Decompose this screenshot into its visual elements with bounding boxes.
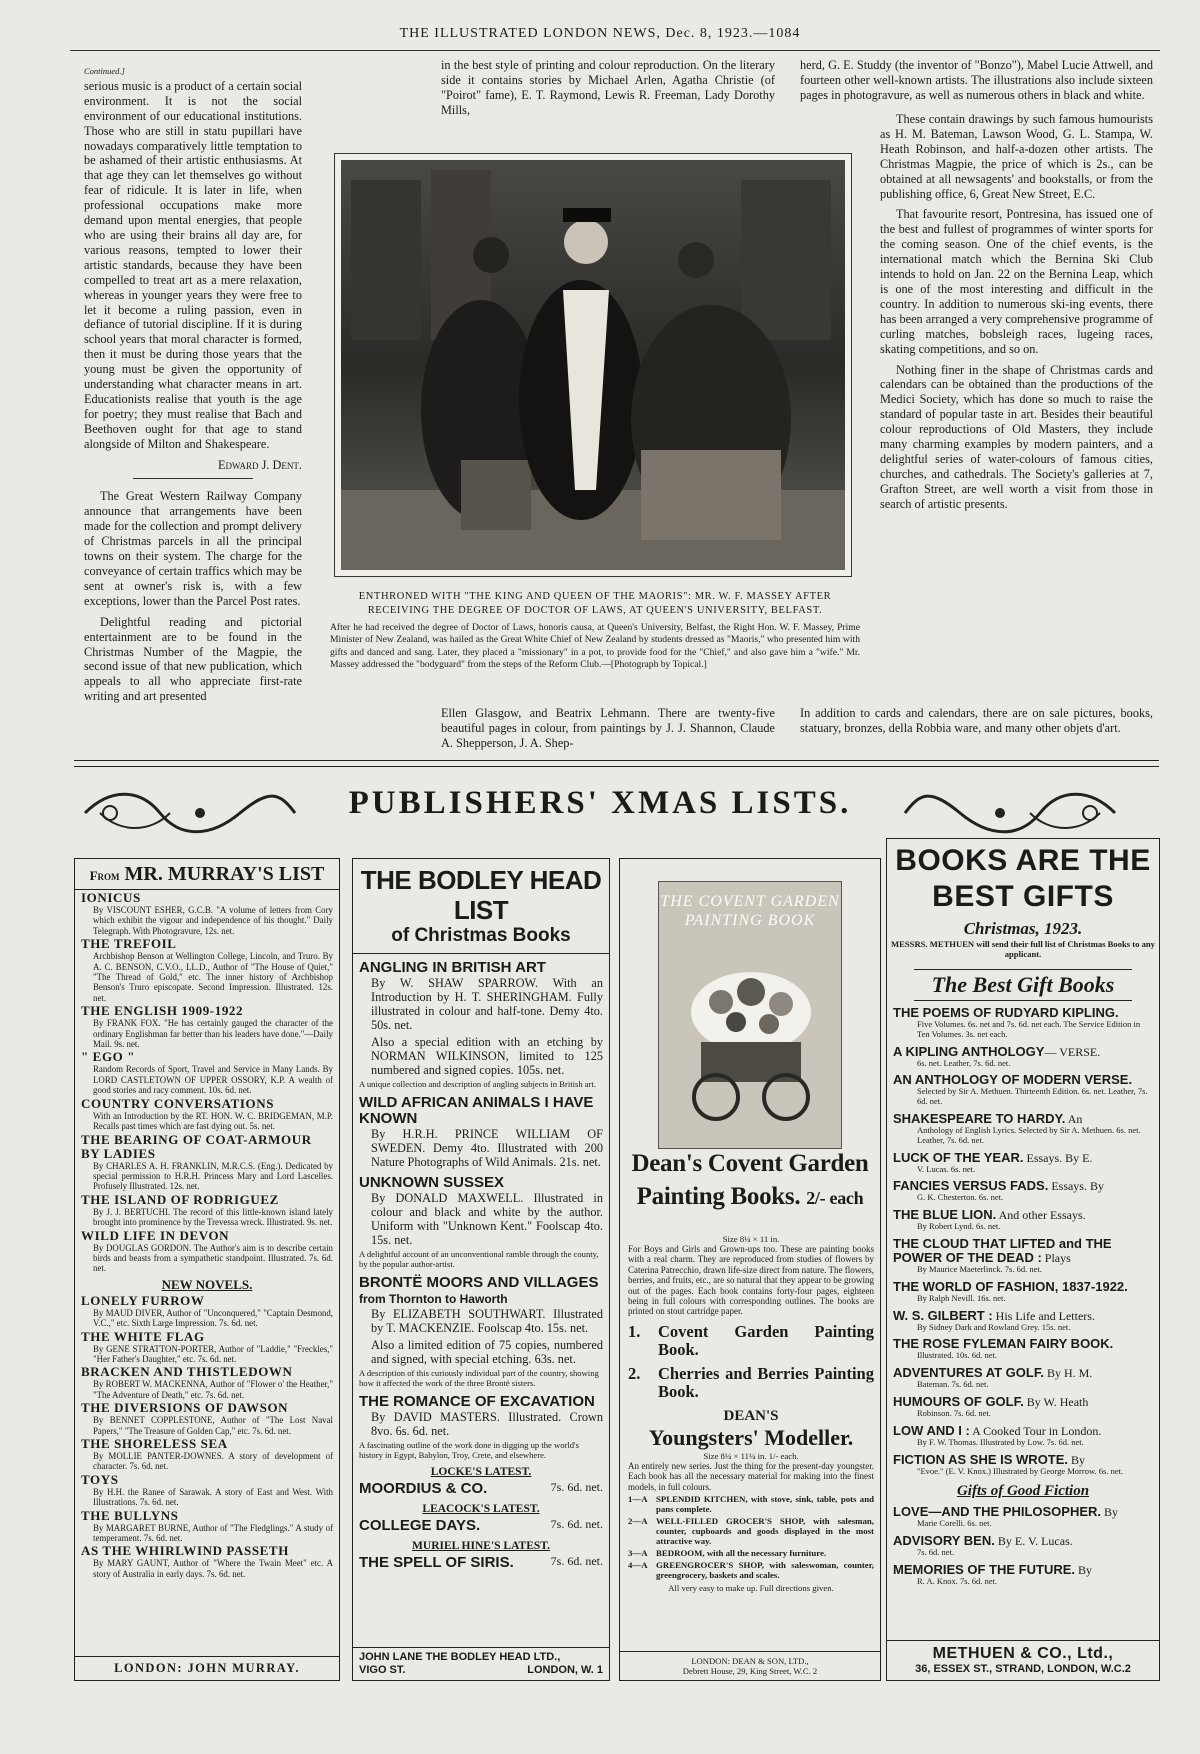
book-description: By Maurice Maeterlinck. 7s. 6d. net.	[917, 1263, 1042, 1274]
book-title	[893, 1151, 1153, 1165]
book-title-main: LOW AND I :	[893, 1422, 970, 1438]
murray-entry	[75, 1050, 339, 1095]
book-title-rest: Essays. By	[1048, 1179, 1104, 1194]
section-rule	[74, 760, 1159, 761]
book-title-rest: Essays. By E.	[1023, 1150, 1093, 1165]
book-special-edition: Also a limited edition of 75 copies, numbered and signed, with special etching. 63s. net.	[371, 1338, 603, 1366]
murray-novel-list	[75, 1294, 339, 1580]
divider	[133, 478, 253, 479]
book-title: UNKNOWN SUSSEX	[359, 1174, 505, 1191]
novel-entry	[75, 1437, 339, 1472]
methuen-entry	[887, 1112, 1159, 1146]
title-main: MR. MURRAY'S LIST	[124, 863, 325, 885]
book-description: By Sidney Dark and Rowland Grey. 15s. net.	[917, 1321, 1071, 1332]
painting-book-item	[628, 1365, 874, 1401]
bodley-subtitle: of Christmas Books	[353, 925, 609, 954]
book-title-rest: By	[1075, 1562, 1093, 1577]
book-description: By GENE STRATTON-PORTER, Author of "Laddie," "Freckles," "Her Father's Daughter," etc. 7s. 6d. net.	[93, 1343, 333, 1364]
bodley-entry	[353, 1095, 609, 1169]
book-description: Illustrated. 10s. 6d. net.	[917, 1350, 998, 1361]
header-rule	[70, 50, 1160, 51]
item-number: 4—A	[628, 1560, 648, 1571]
article-paragraph: serious music is a product of a certain social environment. It is not the social environment of our educational institutions. Those who are still in statu pupillari have nowadays comparatively little temptation to be ashamed of their artistic enthusiasms. At that age they can let themselves go without fear of ridicule. It is later in life, when professional occupations make more demand upon mental energies, that people who are using their brains all day are, for various reasons, tempted to lower their artistic standards, because they have been compelled to treat art as a mere relaxation, whereas in younger years they were free to let it become a ruling passion, even in defiance of tutorial discipline. If it is during school years that moral character is formed, then it must be during those years that the young must be given the opportunity of understanding what character means in art. Educationists realise that youth is the age for poetry; they must realise that Bach and Beethoven ought for that age to stand alongside of Milton and Shakespeare.	[84, 78, 302, 451]
article-column-1	[84, 64, 302, 710]
book-title	[893, 1424, 1153, 1438]
book-title	[893, 1006, 1153, 1020]
dean-book-list	[628, 1323, 874, 1401]
book-title-main: SHAKESPEARE TO HARDY.	[893, 1110, 1066, 1126]
ornament-flourish-left	[80, 788, 300, 838]
item-title: SPLENDID KITCHEN, with stove, sink, table, pots and pans complete.	[656, 1494, 874, 1515]
model-item	[628, 1548, 874, 1558]
book-title-main: AN ANTHOLOGY OF MODERN VERSE.	[893, 1072, 1133, 1088]
book-description: By DOUGLAS GORDON. The Author's aim is to describe certain birds and beasts from a sympathetic standpoint. Illustrated. 7s. 6d. net.	[93, 1242, 333, 1274]
book-title-main: ADVISORY BEN.	[893, 1533, 995, 1549]
item-title: WELL-FILLED GROCER'S SHOP, with salesman, counter, cupboards and goods displayed in the most attractive way.	[656, 1516, 874, 1547]
book-title	[893, 1045, 1153, 1059]
book-title: THE ISLAND OF RODRIGUEZ	[81, 1191, 279, 1207]
book-description: By H.R.H. PRINCE WILLIAM OF SWEDEN. Demy 4to. Illustrated with 200 Nature Photographs of Wild Animals. 21s. net.	[371, 1127, 603, 1169]
dean-details	[628, 1234, 874, 1593]
bodley-book-list	[353, 960, 609, 1460]
book-title: COLLEGE DAYS.	[359, 1517, 481, 1534]
methuen-entry	[887, 1453, 1159, 1477]
article-paragraph: The Great Western Railway Company announce that arrangements have been made for the collection and prompt delivery of Christmas parcels in all the principal towns on their system. The charge for the conveyance of certain traffics which may be sent at owner's risk is, with a few exceptions, lower than the Parcel Post rates.	[84, 489, 302, 608]
book-description: R. A. Knox. 7s. 6d. net.	[917, 1575, 998, 1586]
item-title: Covent Garden Painting Book.	[658, 1321, 874, 1359]
bodley-entry	[353, 1175, 609, 1269]
book-title: AS THE WHIRLWIND PASSETH	[81, 1543, 289, 1559]
murray-entry	[75, 891, 339, 936]
title-text: Dean's Covent Garden Painting Books.	[631, 1150, 869, 1210]
dean-model-list	[628, 1494, 874, 1580]
footer-company: METHUEN & CO., Ltd.,	[932, 1645, 1114, 1662]
title-price: 2/- each	[806, 1188, 864, 1208]
book-title: WILD LIFE IN DEVON	[81, 1227, 230, 1243]
deans-heading: DEAN'S	[723, 1407, 779, 1424]
article-column-3-top	[800, 58, 1153, 109]
article-paragraph: That favourite resort, Pontresina, has issued one of the best and fullest of programmes of winter sports for the coming season. One of the chief events, is the international match which the Bernina Ski Club intends to hold on Jan. 22 on the Bernina Leap, which is one of the most interesting and difficult in the country. In addition to numerous ski-ing events, there has been arranged a very comprehensive programme of curling matches, bobsleigh races, lugeing races, skating competitions, and so on.	[880, 207, 1153, 356]
book-title	[893, 1534, 1153, 1548]
article-paragraph: Delightful reading and pictorial entertainment are to be found in the Christmas Number of the Magpie, the second issue of that new publication, which appeals to all who appreciate first-rate writing and art presented	[84, 614, 302, 704]
book-title-main: THE WORLD OF FASHION, 1837-1922.	[893, 1278, 1128, 1294]
latest-book	[353, 1554, 609, 1571]
footer-line: JOHN LANE THE BODLEY HEAD LTD.,	[359, 1651, 561, 1663]
methuen-entry	[887, 1534, 1159, 1558]
book-title: ANGLING IN BRITISH ART	[359, 959, 546, 976]
book-note: A unique collection and description of angling subjects in British art.	[359, 1079, 596, 1089]
book-title-rest: — VERSE.	[1044, 1044, 1101, 1059]
book-description: 6s. net. Leather, 7s. 6d. net.	[917, 1057, 1011, 1068]
book-title	[893, 1453, 1153, 1467]
book-title-main: FICTION AS SHE IS WROTE.	[893, 1451, 1069, 1467]
item-number: 1—A	[628, 1494, 648, 1505]
methuen-entry	[887, 1280, 1159, 1304]
book-description: By H.H. the Ranee of Sarawak. A story of East and West. With Illustrations. 7s. 6d. net.	[93, 1486, 333, 1508]
book-description: By MARY GAUNT, Author of "Where the Twain Meet" etc. A story of Australia in early days. 7s. 6d. net.	[93, 1558, 333, 1579]
best-gift-books-heading: The Best Gift Books	[914, 969, 1132, 1001]
murray-footer: LONDON: JOHN MURRAY.	[75, 1656, 339, 1680]
novel-entry	[75, 1365, 339, 1400]
book-title-rest: Plays	[1041, 1250, 1071, 1265]
book-title-rest: An	[1065, 1111, 1083, 1126]
book-description: By MAUD DIVER, Author of "Unconquered," "Captain Desmond, V.C.," etc. Sixth Large Impression. 7s. 6d. net.	[93, 1307, 333, 1329]
novel-entry	[75, 1509, 339, 1544]
methuen-book-list	[887, 1006, 1159, 1476]
xmas-lists-title: PUBLISHERS' XMAS LISTS.	[348, 785, 852, 821]
item-number: 2.	[628, 1363, 641, 1383]
methuen-entry	[887, 1208, 1159, 1232]
modeller-heading: Youngsters' Modeller.	[648, 1424, 854, 1450]
book-title: COUNTRY CONVERSATIONS	[81, 1095, 275, 1111]
footer-street: VIGO ST.	[359, 1664, 406, 1676]
book-title-main: LOVE—AND THE PHILOSOPHER.	[893, 1504, 1102, 1520]
book-title-rest: A Cooked Tour in London.	[969, 1423, 1102, 1438]
book-title-main: THE POEMS OF RUDYARD KIPLING.	[893, 1005, 1119, 1020]
footer-city: LONDON, W. 1	[527, 1664, 603, 1676]
methuen-entry	[887, 1237, 1159, 1275]
methuen-entry	[887, 1151, 1159, 1175]
cover-title: THE COVENT GARDEN PAINTING BOOK	[660, 893, 840, 929]
latest-heading: LOCKE'S LATEST.	[430, 1466, 532, 1478]
book-description: Selected by Sir A. Methuen. Thirteenth Edition. 6s. net. Leather, 7s. 6d. net.	[917, 1086, 1148, 1107]
murray-entry	[75, 1229, 339, 1274]
book-title: WILD AFRICAN ANIMALS I HAVE KNOWN	[359, 1094, 594, 1127]
methuen-entry	[887, 1563, 1159, 1587]
ornament-flourish-right	[900, 788, 1120, 838]
murray-advert	[74, 858, 340, 1681]
book-title-rest: His Life and Letters.	[992, 1308, 1095, 1323]
methuen-entry	[887, 1309, 1159, 1333]
book-title-main: LUCK OF THE YEAR.	[893, 1149, 1024, 1165]
methuen-fiction-list	[887, 1505, 1159, 1586]
article-paragraph: herd, G. E. Studdy (the inventor of "Bonzo"), Mabel Lucie Attwell, and fourteen other well-known artists. The illustrations also include sixteen pages in photogravure, as well as numerous others in black and white.	[800, 58, 1153, 102]
book-title	[893, 1563, 1153, 1577]
book-description: By MARGARET BURNE, Author of "The Fledglings." A study of temperament. 7s. 6d. net.	[93, 1522, 333, 1544]
methuen-entry	[887, 1337, 1159, 1361]
book-title: THE SHORELESS SEA	[81, 1436, 228, 1451]
title-prefix: From	[89, 868, 120, 883]
flower-cart-illustration	[681, 952, 821, 1132]
murray-entry	[75, 1097, 339, 1132]
article-column-3-bottom	[800, 706, 1153, 742]
article-column-2-top	[441, 58, 775, 124]
book-description: Archbishop Benson at Wellington College, Lincoln, and Truro. By A. C. BENSON, C.V.O., LL.D., Author of "The House of Quiet," "The Thread of Gold," etc. The inner history of Archbishop Benson's Truro episcopate. Second Impression. Illustrated. 12s. net.	[93, 951, 333, 1003]
book-description: By DONALD MAXWELL. Illustrated in colour and black and white by the author. Uniform with "Unknown Kent." Foolscap 4to. 15s. net.	[371, 1191, 603, 1247]
model-item	[628, 1494, 874, 1514]
methuen-footer	[887, 1640, 1159, 1680]
book-title-main: ADVENTURES AT GOLF.	[893, 1365, 1044, 1381]
book-description: By ROBERT W. MACKENNA, Author of "Flower o' the Heather," "The Adventure of Death," etc. 7s. 6d. net.	[93, 1379, 333, 1400]
book-subtitle: from Thornton to Haworth	[359, 1292, 508, 1306]
book-title-main: THE BLUE LION.	[893, 1207, 997, 1223]
book-description: "Evoe." (E. V. Knox.) Illustrated by George Morrow. 6s. net.	[917, 1465, 1124, 1476]
book-title	[893, 1237, 1153, 1265]
section-rule	[74, 766, 1159, 767]
photograph-frame	[334, 153, 852, 577]
book-description: Random Records of Sport, Travel and Service in Many Lands. By LORD CASTLETOWN OF UPPER OSSORY, K.P. A wealth of good stories and racy comment. 10s. 6d. net.	[93, 1064, 333, 1096]
book-title	[893, 1280, 1153, 1294]
modeller-text: An entirely new series. Just the thing for the present-day youngster. Each book has all the necessary material for making into the finest models, in full colours.	[628, 1460, 874, 1492]
murray-title	[75, 859, 339, 890]
book-title	[893, 1208, 1153, 1222]
book-title-rest: By	[1101, 1505, 1119, 1520]
book-title: BRONTË MOORS AND VILLAGES	[359, 1274, 599, 1291]
book-description: By DAVID MASTERS. Illustrated. Crown 8vo. 6s. 6d. net.	[371, 1410, 603, 1438]
novel-entry	[75, 1473, 339, 1508]
book-description: By Ralph Nevill. 16s. net.	[917, 1292, 1006, 1303]
photo-caption-title: ENTHRONED WITH "THE KING AND QUEEN OF THE MAORIS": MR. W. F. MASSEY AFTER RECEIVING THE DEGREE OF DOCTOR OF LAWS, AT QUEEN'S UNIVERSITY, BELFAST.	[358, 591, 832, 616]
book-title-rest: By W. Heath	[1023, 1394, 1089, 1409]
new-novels-heading: NEW NOVELS.	[161, 1276, 253, 1292]
book-title	[893, 1395, 1153, 1409]
book-description: Robinson. 7s. 6d. net.	[917, 1407, 991, 1418]
modeller-size: Size 8¼ × 11¼ in. 1/- each.	[703, 1450, 799, 1461]
book-title-rest: By H. M.	[1043, 1366, 1093, 1381]
footer-line: LONDON: DEAN & SON, LTD.,	[691, 1656, 809, 1666]
bodley-entry	[353, 1394, 609, 1460]
bodley-title: THE BODLEY HEAD LIST	[360, 865, 602, 925]
footer-address: 36, ESSEX ST., STRAND, LONDON, W.C.2	[915, 1663, 1131, 1675]
photo-caption-body: After he had received the degree of Doctor of Laws, honoris causa, at Queen's University, Belfast, the Right Hon. W. F. Massey, Prime Minister of New Zealand, was hailed as the Great White Chief of New Zealand by students dressed as "Maoris," who presented him with gifts and danced and sang. Later, they placed a "missionary" in a pot, to provide food for the "Chief," and also gave him a "wife." Mr. Massey addressed the "bodyguard" from the steps of the Reform Club.—[Photograph by Topical.]	[330, 622, 860, 671]
article-paragraph: Ellen Glasgow, and Beatrix Lehmann. There are twenty-five beautiful pages in colour, from paintings by J. J. Shannon, Claude A. Shepperson, J. A. Shep-	[441, 706, 775, 750]
methuen-entry	[887, 1179, 1159, 1203]
book-description: By FRANK FOX. "He has certainly gauged the character of the ordinary Englishman far better than his leaders have done."—Daily Mail. 9s. net.	[93, 1018, 333, 1050]
book-description: With an Introduction by the RT. HON. W. C. BRIDGEMAN, M.P. Recalls past times which are fast dying out. 5s. net.	[93, 1110, 333, 1132]
running-head: THE ILLUSTRATED LONDON NEWS, Dec. 8, 1923.—1084	[399, 26, 801, 41]
murray-book-list	[75, 891, 339, 1274]
book-price: 7s. 6d. net.	[550, 1480, 603, 1494]
book-title: THE DIVERSIONS OF DAWSON	[81, 1400, 289, 1416]
methuen-headline	[887, 843, 1159, 915]
novel-entry	[75, 1330, 339, 1365]
book-description: Marie Corelli. 6s. net.	[917, 1518, 992, 1529]
painting-book-cover	[658, 881, 842, 1149]
book-note: A description of this curiously individual part of the country, showing how it affected the work of the three Brontë sisters.	[359, 1368, 599, 1388]
article-paragraph: Nothing finer in the shape of Christmas cards and calendars can be obtained than the productions of the Medici Society, which has done so much to raise the standard of popular taste in art. Besides their beautiful colour reproductions of Old Masters, they include many charming examples by modern painters, and a delightful series of water-colours of famous cities, churches, and cathedrals. The Society's galleries at 7, Grafton Street, are well worth a visit from those in search of artistic presents.	[880, 362, 1153, 511]
book-description: By W. SHAW SPARROW. With an Introduction by H. T. SHERINGHAM. Fully illustrated in colour and half-tone. Demy 4to. 50s. net.	[371, 976, 603, 1032]
article-paragraph: In addition to cards and calendars, there are on sale pictures, books, statuary, bronzes, della Robbia ware, and many other objets d'art.	[800, 706, 1153, 735]
book-title-rest: And other Essays.	[996, 1208, 1086, 1223]
bodley-latest-list	[353, 1466, 609, 1571]
book-title	[893, 1309, 1153, 1323]
bodley-entry	[353, 1275, 609, 1388]
book-title: THE WHITE FLAG	[81, 1328, 205, 1344]
dean-footer	[620, 1651, 880, 1680]
book-description: G. K. Chesterton. 6s. net.	[917, 1192, 1004, 1203]
painting-book-item	[628, 1323, 874, 1359]
photograph-maori-ceremony	[341, 160, 845, 570]
book-title-main: MEMORIES OF THE FUTURE.	[893, 1561, 1075, 1577]
model-item	[628, 1560, 874, 1580]
book-title: TOYS	[81, 1471, 119, 1487]
book-note: A delightful account of an unconventional ramble through the county, by the popular author-artist.	[359, 1249, 599, 1269]
item-title: GREENGROCER'S SHOP, with saleswoman, counter, greengrocery, baskets and scales.	[656, 1560, 874, 1581]
footer-address: Debrett House, 29, King Street, W.C. 2	[682, 1666, 818, 1676]
book-title-rest: By E. V. Lucas.	[994, 1534, 1073, 1549]
intro-text: For Boys and Girls and Grown-ups too. These are painting books with a real charm. They are reproduced from studies of flowers by Caterina Patrecchio, drawn life-size direct from nature. The flowers, berries, and fruits, etc., are so natural that they appear to be growing out of the pages. Each book contains forty-four pages, eighteen being in full colours with corresponding outlines. The books are printed on stout cartridge paper.	[628, 1244, 874, 1317]
book-title	[893, 1073, 1153, 1087]
book-description: By VISCOUNT ESHER, G.C.B. "A volume of letters from Cory which exhibit the vigour and independence of his thought." Daily Telegraph. With Photogravure, 12s. net.	[93, 905, 333, 936]
good-fiction-heading: Gifts of Good Fiction	[956, 1483, 1090, 1500]
murray-entry	[75, 1193, 339, 1228]
book-title: MOORDIUS & CO.	[359, 1480, 488, 1497]
methuen-entry	[887, 1424, 1159, 1448]
methuen-entry	[887, 1395, 1159, 1419]
book-description: By CHARLES A. H. FRANKLIN, M.R.C.S. (Eng.). Dedicated by special permission to H.R.H. Princess Mary and Lord Lascelles. Profusely Illustrated. 12s. net.	[93, 1160, 333, 1192]
novel-entry	[75, 1401, 339, 1436]
book-description: By J. J. BERTUCHI. The record of this little-known island lately brought into prominence by the Trevessa wreck. Illustrated. 9s. net.	[93, 1206, 333, 1228]
book-title-main: HUMOURS OF GOLF.	[893, 1393, 1024, 1409]
murray-entry	[75, 1133, 339, 1192]
book-description: By ELIZABETH SOUTHWART. Illustrated by T. MACKENZIE. Foolscap 4to. 15s. net.	[371, 1307, 603, 1335]
methuen-entry	[887, 1073, 1159, 1107]
book-note: A fascinating outline of the work done in digging up the world's history in Egypt, Babylon, Troy, Crete, and elsewhere.	[359, 1440, 579, 1460]
book-title: " EGO "	[81, 1049, 136, 1065]
methuen-year: Christmas, 1923.	[963, 919, 1083, 938]
latest-book	[353, 1517, 609, 1534]
article-signature: Edward J. Dent.	[218, 457, 302, 472]
dean-painting-books-title	[620, 1147, 880, 1215]
item-number: 1.	[628, 1321, 641, 1341]
continued-note: Continued.]	[84, 66, 125, 76]
book-title: IONICUS	[81, 890, 141, 905]
bodley-entry	[353, 960, 609, 1089]
item-title: BEDROOM, with all the necessary furniture.	[656, 1548, 827, 1559]
article-column-2-bottom	[441, 706, 775, 757]
book-title: THE TREFOIL	[81, 936, 177, 952]
item-number: 3—A	[628, 1548, 648, 1559]
book-title-main: A KIPLING ANTHOLOGY	[893, 1043, 1045, 1059]
book-price: 7s. 6d. net.	[550, 1517, 603, 1531]
book-title	[893, 1337, 1153, 1351]
latest-heading: LEACOCK'S LATEST.	[422, 1503, 540, 1515]
article-paragraph: These contain drawings by such famous humourists as H. M. Bateman, Lawson Wood, G. L. Stampa, W. Heath Robinson, and half-a-dozen other artists. The Christmas Magpie, the price of which is 2s., can be obtained at all newsagents' and bookstalls, or from the publishing office, 6, Great New Street, E.C.	[880, 112, 1153, 201]
book-title	[893, 1366, 1153, 1380]
book-title: BRACKEN AND THISTLEDOWN	[81, 1364, 293, 1380]
book-title: LONELY FURROW	[81, 1292, 205, 1308]
book-title-main: THE CLOUD THAT LIFTED and THE POWER OF THE DEAD :	[893, 1235, 1112, 1265]
book-title-main: FANCIES VERSUS FADS.	[893, 1178, 1049, 1194]
book-description: Five Volumes. 6s. net and 7s. 6d. net each. The Service Edition in Ten Volumes. 3s. net each.	[917, 1019, 1141, 1039]
book-description: Anthology of English Lyrics. Selected by Sir A. Methuen. 6s. net. Leather, 7s. 6d. net.	[917, 1124, 1141, 1145]
item-title: Cherries and Berries Painting Book.	[658, 1363, 874, 1401]
bodley-footer	[353, 1647, 609, 1680]
methuen-note: MESSRS. METHUEN will send their full list of Christmas Books to any applicant.	[891, 939, 1155, 959]
book-title-rest: By	[1068, 1452, 1086, 1467]
methuen-entry	[887, 1006, 1159, 1040]
model-item	[628, 1516, 874, 1546]
book-description: By Robert Lynd. 6s. net.	[917, 1221, 1001, 1232]
headline-line-2: BEST GIFTS	[932, 880, 1114, 913]
size-note: Size 8¼ × 11 in.	[722, 1234, 780, 1244]
book-description: By MOLLIE PANTER-DOWNES. A story of development of character. 7s. 6d. net.	[93, 1451, 333, 1472]
book-title: THE SPELL OF SIRIS.	[359, 1554, 514, 1571]
murray-entry	[75, 937, 339, 1003]
book-description: V. Lucas. 6s. net.	[917, 1163, 976, 1174]
headline-line-1: BOOKS ARE THE	[895, 844, 1151, 877]
book-title: THE BULLYNS	[81, 1507, 179, 1523]
novel-entry	[75, 1294, 339, 1329]
item-number: 2—A	[628, 1516, 648, 1527]
book-title	[893, 1112, 1153, 1126]
models-note: All very easy to make up. Full directions given.	[668, 1583, 834, 1594]
book-title	[893, 1179, 1153, 1193]
methuen-advert	[886, 838, 1160, 1681]
book-description: By F. W. Thomas. Illustrated by Low. 7s. 6d. net.	[917, 1436, 1084, 1447]
book-title: THE BEARING OF COAT-ARMOUR BY LADIES	[81, 1131, 312, 1161]
article-column-3	[880, 112, 1153, 518]
article-paragraph: in the best style of printing and colour reproduction. On the literary side it contains stories by Michael Arlen, Agatha Christie (of "Poirot" fame), E. T. Raymond, Lewis R. Freeman, Lady Dorothy Mills,	[441, 58, 775, 117]
book-price: 7s. 6d. net.	[550, 1554, 603, 1568]
latest-book	[353, 1480, 609, 1497]
book-special-edition: Also a special edition with an etching by NORMAN WILKINSON, limited to 125 numbered and signed copies. 105s. net.	[371, 1035, 603, 1077]
book-description: By BENNET COPPLESTONE, Author of "The Lost Naval Papers," "The Treasure of Golden Cap," etc. 7s. 6d. net.	[93, 1415, 333, 1436]
book-title	[893, 1505, 1153, 1519]
latest-heading: MURIEL HINE'S LATEST.	[412, 1540, 550, 1552]
methuen-entry	[887, 1505, 1159, 1529]
bodley-advert	[352, 858, 610, 1681]
book-description: 7s. 6d. net.	[917, 1547, 955, 1558]
book-description: Bateman. 7s. 6d. net.	[917, 1379, 989, 1390]
murray-entry	[75, 1004, 339, 1049]
book-title-main: THE ROSE FYLEMAN FAIRY BOOK.	[893, 1336, 1114, 1352]
book-title-main: W. S. GILBERT :	[893, 1307, 993, 1323]
methuen-entry	[887, 1366, 1159, 1390]
methuen-entry	[887, 1045, 1159, 1069]
book-title: THE ENGLISH 1909-1922	[81, 1003, 244, 1019]
book-title: THE ROMANCE OF EXCAVATION	[359, 1393, 595, 1410]
dean-advert	[619, 858, 881, 1681]
novel-entry	[75, 1544, 339, 1579]
